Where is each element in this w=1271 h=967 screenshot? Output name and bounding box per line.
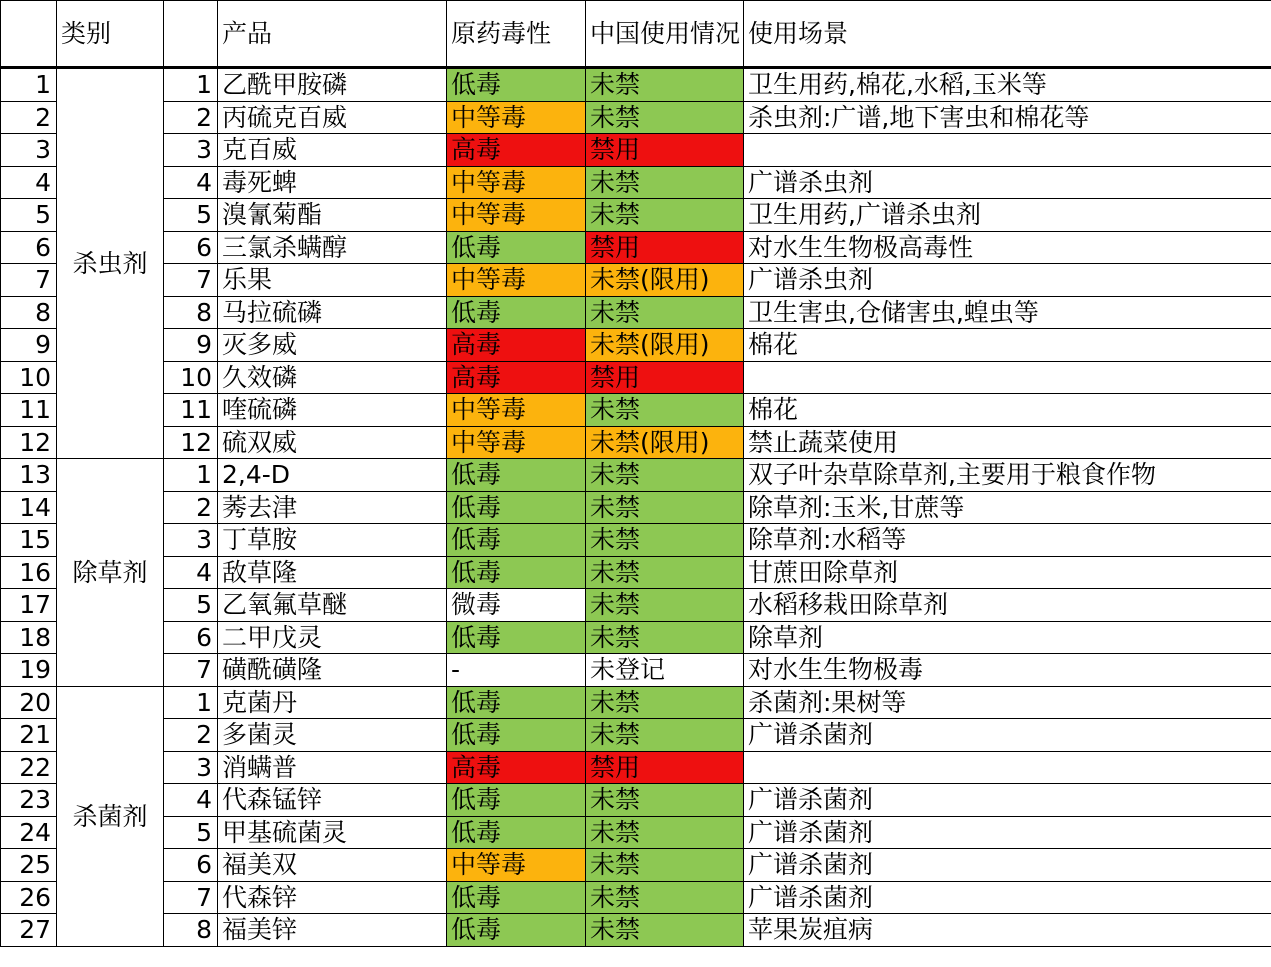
header-row [1, 1, 1271, 68]
usage-cell: 杀菌剂:果树等 [744, 686, 1271, 719]
status-cell: 未禁 [586, 556, 744, 589]
status-cell: 未登记 [586, 654, 744, 687]
table-row [1, 491, 1271, 524]
header-cell: 使用场景 [744, 1, 1271, 68]
status-cell: 未禁 [586, 394, 744, 427]
product-cell: 消螨普 [218, 751, 447, 784]
table-row [1, 621, 1271, 654]
row-number-cell: 6 [1, 231, 57, 264]
table-row [1, 68, 1271, 102]
table-row [1, 199, 1271, 232]
toxicity-cell: 低毒 [447, 556, 586, 589]
row-number-cell: 9 [1, 329, 57, 362]
product-cell: 磺酰磺隆 [218, 654, 447, 687]
table-row [1, 881, 1271, 914]
toxicity-cell: 低毒 [447, 914, 586, 947]
status-cell: 未禁 [586, 849, 744, 882]
header-cell: 原药毒性 [447, 1, 586, 68]
row-number-cell: 14 [1, 491, 57, 524]
toxicity-cell: 低毒 [447, 784, 586, 817]
status-cell: 禁用 [586, 134, 744, 167]
row-number-cell: 22 [1, 751, 57, 784]
index-cell: 6 [164, 231, 218, 264]
usage-cell: 卫生害虫,仓储害虫,蝗虫等 [744, 296, 1271, 329]
usage-cell: 双子叶杂草除草剂,主要用于粮食作物 [744, 459, 1271, 492]
product-cell: 丁草胺 [218, 524, 447, 557]
index-cell: 6 [164, 621, 218, 654]
index-cell: 4 [164, 166, 218, 199]
table-row [1, 784, 1271, 817]
toxicity-cell: 低毒 [447, 231, 586, 264]
row-number-cell: 17 [1, 589, 57, 622]
usage-cell: 广谱杀菌剂 [744, 849, 1271, 882]
toxicity-cell: 低毒 [447, 881, 586, 914]
usage-cell: 除草剂:玉米,甘蔗等 [744, 491, 1271, 524]
row-number-cell: 11 [1, 394, 57, 427]
status-cell: 禁用 [586, 231, 744, 264]
table-row [1, 556, 1271, 589]
product-cell: 甲基硫菌灵 [218, 816, 447, 849]
index-cell: 5 [164, 816, 218, 849]
table-row [1, 264, 1271, 297]
row-number-cell: 4 [1, 166, 57, 199]
table-row [1, 101, 1271, 134]
row-number-cell: 1 [1, 68, 57, 102]
table-row [1, 686, 1271, 719]
index-cell: 8 [164, 296, 218, 329]
index-cell: 4 [164, 784, 218, 817]
row-number-cell: 3 [1, 134, 57, 167]
product-cell: 克菌丹 [218, 686, 447, 719]
row-number-cell: 5 [1, 199, 57, 232]
index-cell: 1 [164, 686, 218, 719]
status-cell: 未禁 [586, 719, 744, 752]
usage-cell: 对水生生物极高毒性 [744, 231, 1271, 264]
usage-cell: 广谱杀菌剂 [744, 784, 1271, 817]
row-number-cell: 10 [1, 361, 57, 394]
product-cell: 2,4-D [218, 459, 447, 492]
status-cell: 未禁 [586, 621, 744, 654]
usage-cell: 苹果炭疽病 [744, 914, 1271, 947]
row-number-cell: 16 [1, 556, 57, 589]
index-cell: 3 [164, 751, 218, 784]
row-number-cell: 20 [1, 686, 57, 719]
row-number-cell: 25 [1, 849, 57, 882]
usage-cell: 对水生生物极毒 [744, 654, 1271, 687]
toxicity-cell: 中等毒 [447, 264, 586, 297]
status-cell: 未禁 [586, 686, 744, 719]
toxicity-cell: 微毒 [447, 589, 586, 622]
product-cell: 丙硫克百威 [218, 101, 447, 134]
table-row [1, 459, 1271, 492]
toxicity-cell: 低毒 [447, 491, 586, 524]
index-cell: 7 [164, 264, 218, 297]
product-cell: 灭多威 [218, 329, 447, 362]
toxicity-cell: 低毒 [447, 68, 586, 102]
row-number-cell: 24 [1, 816, 57, 849]
usage-cell: 禁止蔬菜使用 [744, 426, 1271, 459]
table-row [1, 329, 1271, 362]
header-cell [164, 1, 218, 68]
product-cell: 代森锰锌 [218, 784, 447, 817]
product-cell: 久效磷 [218, 361, 447, 394]
product-cell: 喹硫磷 [218, 394, 447, 427]
index-cell: 2 [164, 101, 218, 134]
product-cell: 乙氧氟草醚 [218, 589, 447, 622]
toxicity-cell: 中等毒 [447, 426, 586, 459]
toxicity-cell: 中等毒 [447, 849, 586, 882]
product-cell: 多菌灵 [218, 719, 447, 752]
toxicity-cell: 高毒 [447, 751, 586, 784]
usage-cell [744, 361, 1271, 394]
usage-cell: 广谱杀菌剂 [744, 816, 1271, 849]
index-cell: 2 [164, 719, 218, 752]
usage-cell: 广谱杀虫剂 [744, 166, 1271, 199]
category-cell: 除草剂 [57, 459, 164, 687]
table-row [1, 751, 1271, 784]
usage-cell: 水稻移栽田除草剂 [744, 589, 1271, 622]
usage-cell: 卫生用药,棉花,水稻,玉米等 [744, 68, 1271, 102]
row-number-cell: 12 [1, 426, 57, 459]
toxicity-cell: 低毒 [447, 296, 586, 329]
toxicity-cell: 低毒 [447, 459, 586, 492]
toxicity-cell: 中等毒 [447, 394, 586, 427]
table-row [1, 296, 1271, 329]
table-row [1, 719, 1271, 752]
status-cell: 禁用 [586, 751, 744, 784]
status-cell: 未禁 [586, 68, 744, 102]
product-cell: 敌草隆 [218, 556, 447, 589]
table-row [1, 914, 1271, 947]
header-cell [1, 1, 57, 68]
header-cell: 中国使用情况 [586, 1, 744, 68]
status-cell: 未禁 [586, 816, 744, 849]
table-row [1, 134, 1271, 167]
status-cell: 未禁 [586, 491, 744, 524]
usage-cell [744, 134, 1271, 167]
product-cell: 克百威 [218, 134, 447, 167]
row-number-cell: 15 [1, 524, 57, 557]
toxicity-cell: 中等毒 [447, 166, 586, 199]
product-cell: 福美锌 [218, 914, 447, 947]
toxicity-cell: 中等毒 [447, 101, 586, 134]
row-number-cell: 21 [1, 719, 57, 752]
toxicity-cell: - [447, 654, 586, 687]
toxicity-cell: 中等毒 [447, 199, 586, 232]
toxicity-cell: 高毒 [447, 361, 586, 394]
index-cell: 1 [164, 459, 218, 492]
toxicity-cell: 低毒 [447, 719, 586, 752]
usage-cell: 杀虫剂:广谱,地下害虫和棉花等 [744, 101, 1271, 134]
status-cell: 未禁(限用) [586, 264, 744, 297]
row-number-cell: 2 [1, 101, 57, 134]
product-cell: 毒死蜱 [218, 166, 447, 199]
product-cell: 代森锌 [218, 881, 447, 914]
header-cell: 产品 [218, 1, 447, 68]
status-cell: 未禁(限用) [586, 426, 744, 459]
index-cell: 10 [164, 361, 218, 394]
status-cell: 未禁 [586, 296, 744, 329]
row-number-cell: 8 [1, 296, 57, 329]
row-number-cell: 23 [1, 784, 57, 817]
row-number-cell: 27 [1, 914, 57, 947]
index-cell: 3 [164, 134, 218, 167]
row-number-cell: 26 [1, 881, 57, 914]
status-cell: 未禁 [586, 881, 744, 914]
product-cell: 福美双 [218, 849, 447, 882]
table-row [1, 654, 1271, 687]
index-cell: 12 [164, 426, 218, 459]
header-cell: 类别 [57, 1, 164, 68]
product-cell: 溴氰菊酯 [218, 199, 447, 232]
index-cell: 7 [164, 654, 218, 687]
usage-cell: 广谱杀菌剂 [744, 719, 1271, 752]
index-cell: 4 [164, 556, 218, 589]
table-row [1, 231, 1271, 264]
category-cell: 杀菌剂 [57, 686, 164, 946]
row-number-cell: 7 [1, 264, 57, 297]
usage-cell: 广谱杀虫剂 [744, 264, 1271, 297]
usage-cell: 除草剂:水稻等 [744, 524, 1271, 557]
index-cell: 2 [164, 491, 218, 524]
table-row [1, 524, 1271, 557]
index-cell: 7 [164, 881, 218, 914]
index-cell: 9 [164, 329, 218, 362]
product-cell: 马拉硫磷 [218, 296, 447, 329]
status-cell: 未禁 [586, 524, 744, 557]
product-cell: 二甲戊灵 [218, 621, 447, 654]
table-row [1, 816, 1271, 849]
status-cell: 未禁 [586, 101, 744, 134]
toxicity-cell: 低毒 [447, 816, 586, 849]
index-cell: 5 [164, 199, 218, 232]
usage-cell: 除草剂 [744, 621, 1271, 654]
index-cell: 1 [164, 68, 218, 102]
usage-cell: 广谱杀菌剂 [744, 881, 1271, 914]
status-cell: 未禁 [586, 459, 744, 492]
toxicity-cell: 高毒 [447, 134, 586, 167]
index-cell: 11 [164, 394, 218, 427]
table-row [1, 589, 1271, 622]
usage-cell: 棉花 [744, 394, 1271, 427]
row-number-cell: 19 [1, 654, 57, 687]
table-row [1, 166, 1271, 199]
table-row [1, 394, 1271, 427]
index-cell: 5 [164, 589, 218, 622]
usage-cell: 甘蔗田除草剂 [744, 556, 1271, 589]
status-cell: 未禁 [586, 914, 744, 947]
category-cell: 杀虫剂 [57, 68, 164, 459]
status-cell: 未禁 [586, 784, 744, 817]
row-number-cell: 13 [1, 459, 57, 492]
usage-cell: 卫生用药,广谱杀虫剂 [744, 199, 1271, 232]
product-cell: 三氯杀螨醇 [218, 231, 447, 264]
status-cell: 禁用 [586, 361, 744, 394]
status-cell: 未禁(限用) [586, 329, 744, 362]
table-row [1, 849, 1271, 882]
usage-cell: 棉花 [744, 329, 1271, 362]
product-cell: 莠去津 [218, 491, 447, 524]
toxicity-cell: 低毒 [447, 686, 586, 719]
toxicity-cell: 低毒 [447, 524, 586, 557]
status-cell: 未禁 [586, 589, 744, 622]
index-cell: 6 [164, 849, 218, 882]
index-cell: 3 [164, 524, 218, 557]
table-row [1, 426, 1271, 459]
toxicity-cell: 低毒 [447, 621, 586, 654]
toxicity-cell: 高毒 [447, 329, 586, 362]
product-cell: 乐果 [218, 264, 447, 297]
index-cell: 8 [164, 914, 218, 947]
table-row [1, 361, 1271, 394]
product-cell: 硫双威 [218, 426, 447, 459]
usage-cell [744, 751, 1271, 784]
status-cell: 未禁 [586, 199, 744, 232]
product-cell: 乙酰甲胺磷 [218, 68, 447, 102]
status-cell: 未禁 [586, 166, 744, 199]
row-number-cell: 18 [1, 621, 57, 654]
